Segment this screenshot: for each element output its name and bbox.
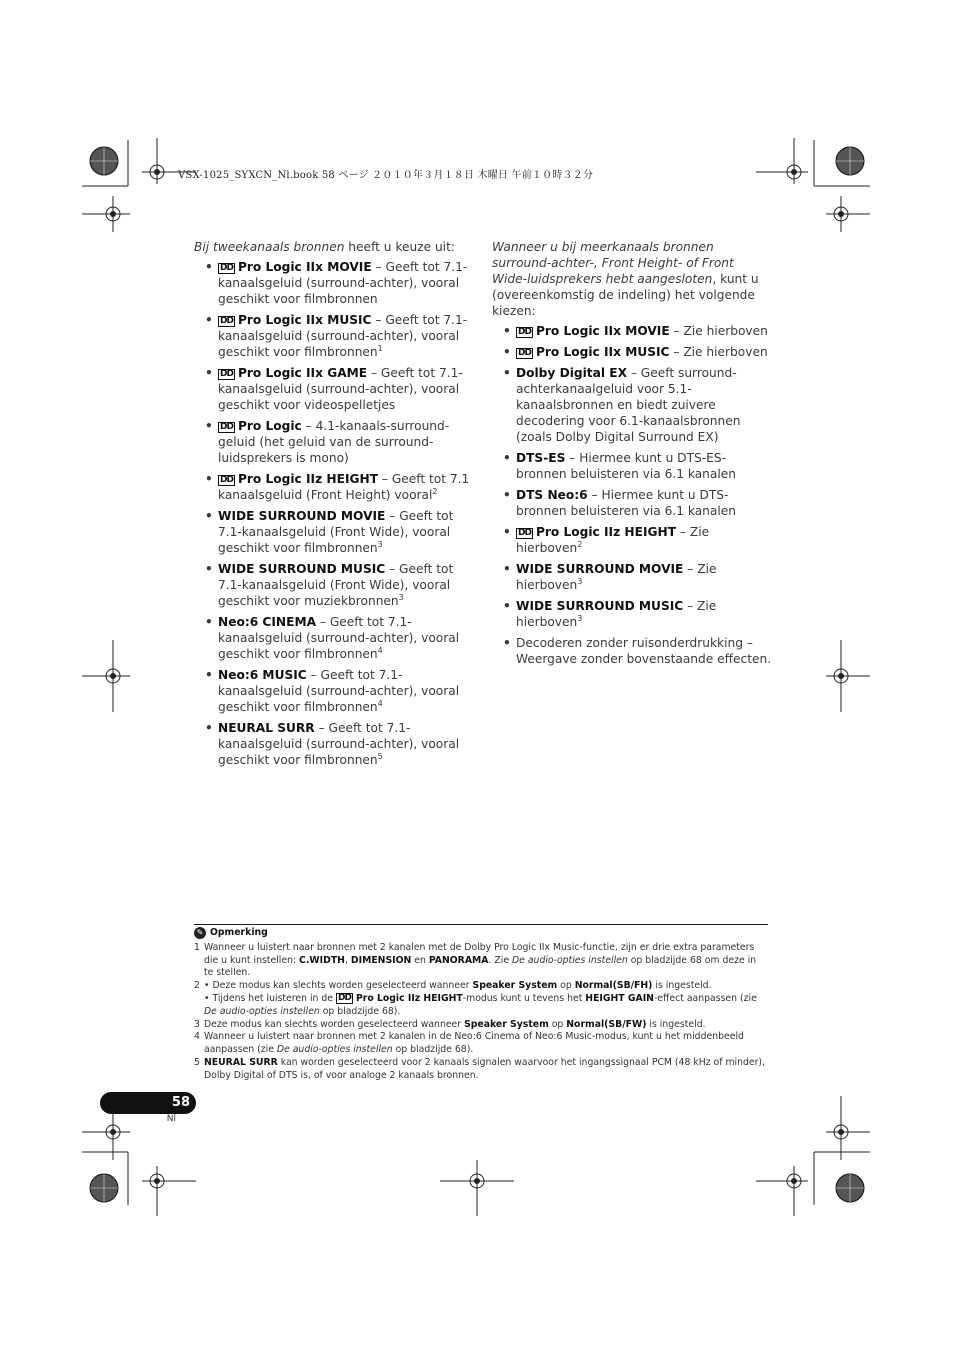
footnote-1: 1 Wanneer u luistert naar bronnen met 2 kanalen met de Dolby Pro Logic IIx Music-functie, zijn er drie extra parameters die u kunt instellen: C.WIDTH, DIMENSION en PANORAMA. Zie De audio-opties instellen op bladzijde 68 om deze in te stellen.	[194, 941, 757, 979]
list-item: • Neo:6 MUSIC – Geeft tot 7.1-kanaalsgeluid (surround-achter), vooral geschikt voor filmbronnen$^4$	[205, 668, 460, 714]
list-item: • DD Pro Logic IIx MUSIC – Zie hierboven	[503, 345, 768, 359]
dolby-logo-icon: DD	[220, 475, 233, 485]
list-item: • DD Pro Logic IIx MOVIE – Geeft tot 7.1-kanaalsgeluid (surround-achter), vooral geschikt voor filmbronnen	[205, 260, 468, 306]
list-item: • DD Pro Logic – 4.1-kanaals-surround-geluid (het geluid van de surround-luidsprekers is mono)	[205, 419, 450, 465]
dolby-logo-icon: DD	[220, 316, 233, 326]
note-icon: ✎	[194, 927, 206, 939]
list-item: • DD Pro Logic IIz HEIGHT – Zie hierboven$^2$	[503, 525, 710, 555]
right-intro-text: , kunt u (overeenkomstig de indeling) het volgende kiezen:	[492, 272, 759, 318]
footnote-3: 3 Deze modus kan slechts worden geselecteerd wanneer Speaker System op Normal(SB/FW) is ingesteld.	[194, 1018, 706, 1030]
list-item: • DTS-ES – Hiermee kunt u DTS-ES-bronnen beluisteren via 6.1 kanalen	[503, 451, 736, 481]
list-item: • DD Pro Logic IIx GAME – Geeft tot 7.1-kanaalsgeluid (surround-achter), vooral geschikt voor videospelletjes	[205, 366, 463, 412]
footnote-ref: 2	[577, 539, 583, 549]
dolby-logo-icon: DD	[220, 263, 233, 273]
dolby-logo-icon: DD	[220, 422, 233, 432]
footnote-ref: 5	[377, 751, 383, 761]
right-intro	[492, 239, 772, 319]
footnote-4: 4 Wanneer u luistert naar bronnen met 2 kanalen in de Neo:6 Cinema of Neo:6 Music-modus, kunt u het middenbeeld aanpassen (zie De audio-opties instellen op bladzijde 68).	[194, 1031, 744, 1056]
right-mode-list	[492, 323, 772, 667]
left-mode-list	[194, 259, 479, 768]
left-intro-italic: Bij tweekanaals bronnen	[194, 240, 345, 254]
footnote-ref: 1	[377, 343, 383, 353]
footnote-5: 5 NEURAL SURR kan worden geselecteerd voor 2 kanaals signalen waarvoor het ingangssignaal PCM (48 kHz of minder), Dolby Digital of DTS is, of voor analoge 2 kanaals bronnen.	[194, 1056, 766, 1081]
dolby-logo-icon: DD	[220, 369, 233, 379]
dolby-logo-icon: DD	[518, 528, 531, 538]
dolby-logo-icon: DD	[337, 992, 351, 1003]
left-intro	[194, 239, 479, 255]
right-intro-italic: Wanneer u bij meerkanaals bronnen surround-achter-, Front Height- of Front Wide-luidsprekers hebt aangesloten	[492, 240, 734, 286]
footnote-ref: 4	[377, 698, 383, 708]
footnote-ref: 2	[432, 486, 438, 496]
list-item: • DD Pro Logic IIx MOVIE – Zie hierboven	[503, 324, 768, 338]
list-item: • Decoderen zonder ruisonderdrukking – Weergave zonder bovenstaande effecten.	[503, 636, 772, 666]
list-item: • DD Pro Logic IIz HEIGHT – Geeft tot 7.1 kanaalsgeluid (Front Height) vooral$^2$	[205, 472, 470, 502]
notes-title: ✎ Opmerking	[194, 927, 768, 940]
footnote-ref: 4	[377, 645, 383, 655]
left-column	[194, 239, 479, 773]
language-code: Nl	[166, 1114, 176, 1124]
list-item: • Neo:6 CINEMA – Geeft tot 7.1-kanaalsgeluid (surround-achter), vooral geschikt voor filmbronnen$^4$	[205, 615, 460, 661]
dolby-logo-icon: DD	[518, 327, 531, 337]
list-item: • WIDE SURROUND MOVIE – Zie hierboven$^3$	[503, 562, 717, 592]
list-item: • NEURAL SURR – Geeft tot 7.1-kanaalsgeluid (surround-achter), vooral geschikt voor filmbronnen$^5$	[205, 721, 460, 767]
right-column	[492, 239, 772, 672]
footnote-2: 2 • Deze modus kan slechts worden geselecteerd wanneer Speaker System op Normal(SB/FH) is ingesteld. • Tijdens het luisteren in de DD Pro Logic IIz HEIGHT-modus kunt u tevens het HEIGHT GAIN-effect aanpassen (zie De audio-opties instellen op bladzijde 68).	[194, 980, 757, 1017]
list-item: • DTS Neo:6 – Hiermee kunt u DTS-bronnen beluisteren via 6.1 kanalen	[503, 488, 736, 518]
page-number: 58	[171, 1095, 190, 1110]
footnote-ref: 3	[577, 576, 583, 586]
print-header: VSX-1025_SYXCN_Nl.book 58 ページ ２０１０年３月１８日 木曜日 午前１０時３２分	[178, 170, 594, 181]
footnote-ref: 3	[398, 592, 404, 602]
left-intro-text: heeft u keuze uit:	[344, 240, 455, 254]
footnote-ref: 3	[377, 539, 383, 549]
list-item: • Dolby Digital EX – Geeft surround-achterkanaalgeluid voor 5.1-kanaalsbronnen en biedt zuivere decodering voor 6.1-kanaalsbronnen (zoals Dolby Digital Surround EX)	[503, 366, 741, 444]
list-item: • WIDE SURROUND MUSIC – Geeft tot 7.1-kanaalsgeluid (Front Wide), vooral geschikt voor muziekbronnen$^3$	[205, 562, 454, 608]
footnote-ref: 3	[577, 613, 583, 623]
dolby-logo-icon: DD	[518, 348, 531, 358]
list-item: • WIDE SURROUND MUSIC – Zie hierboven$^3$	[503, 599, 717, 629]
list-item: • DD Pro Logic IIx MUSIC – Geeft tot 7.1-kanaalsgeluid (surround-achter), vooral geschikt voor filmbronnen$^1$	[205, 313, 468, 359]
list-item: • WIDE SURROUND MOVIE – Geeft tot 7.1-kanaalsgeluid (Front Wide), vooral geschikt voor filmbronnen$^3$	[205, 509, 454, 555]
footnotes	[194, 924, 768, 1083]
